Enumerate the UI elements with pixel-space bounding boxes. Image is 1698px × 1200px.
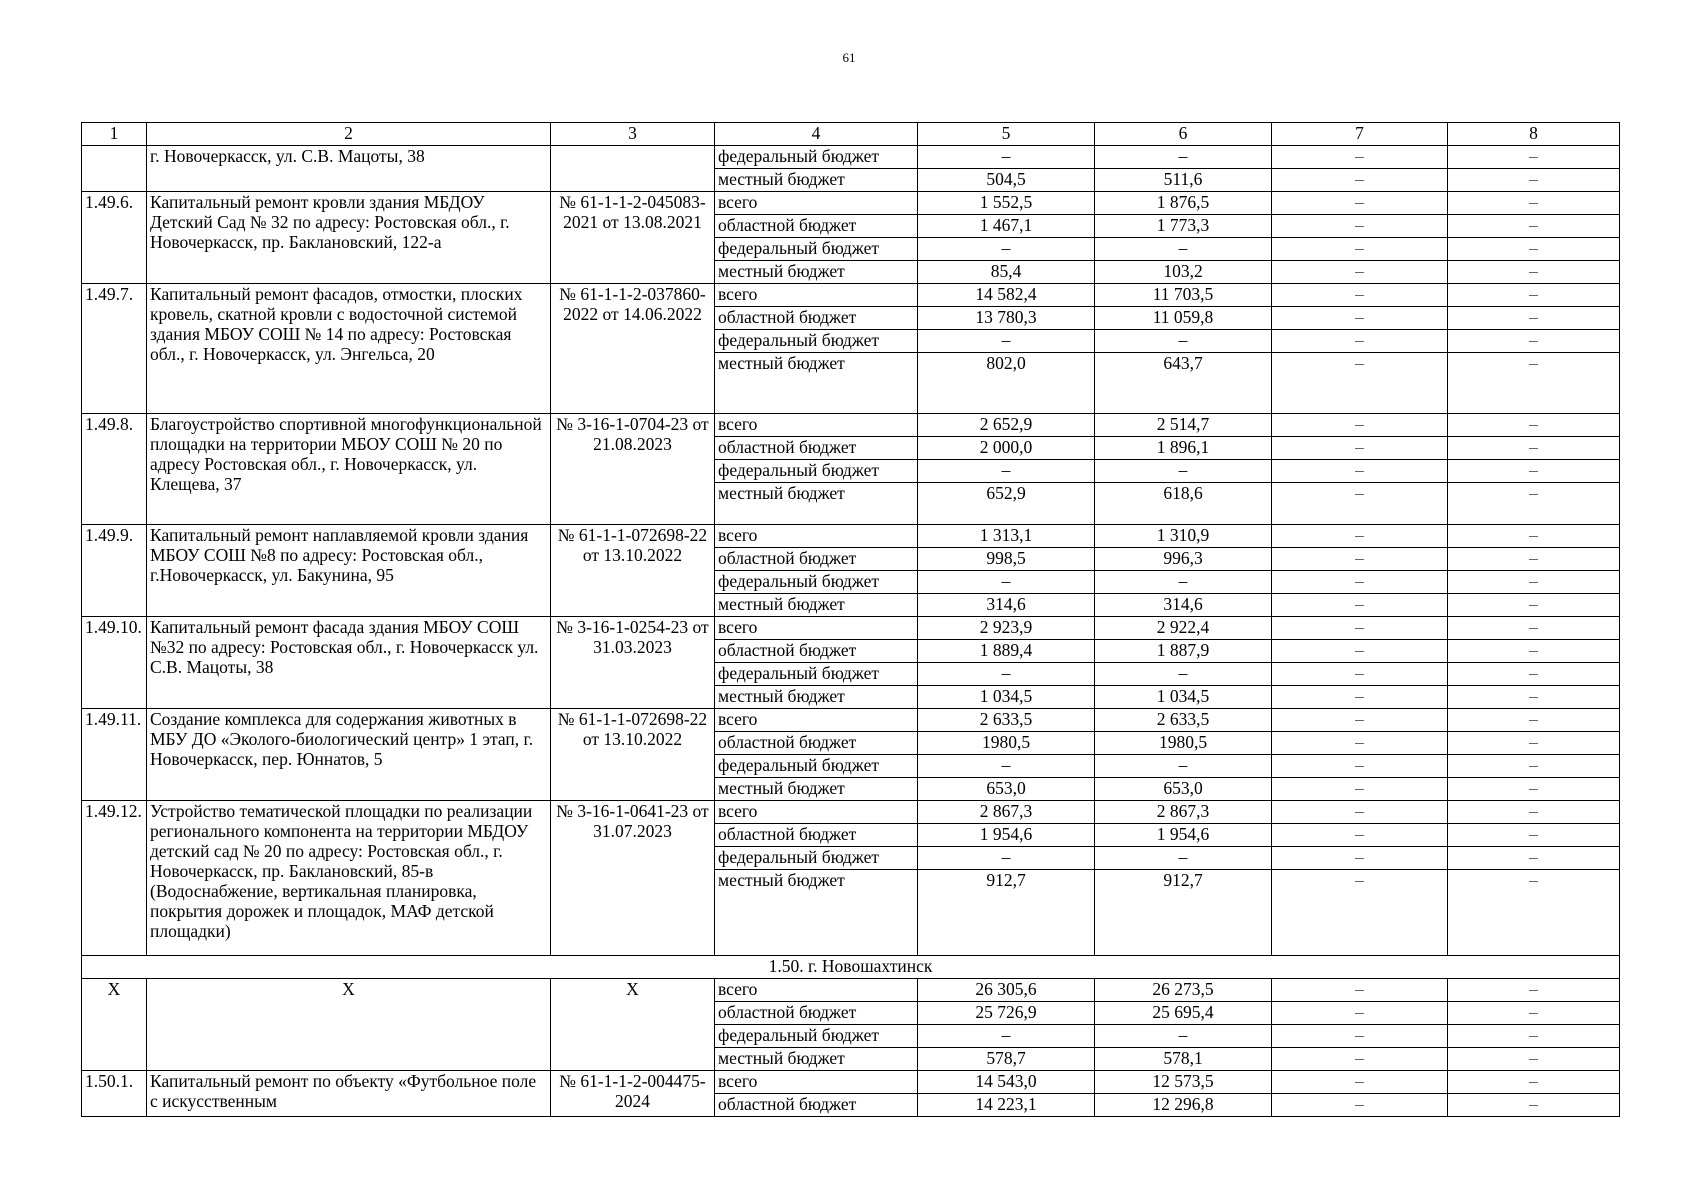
item-name: Капитальный ремонт наплавляемой кровли здания МБОУ СОШ №8 по адресу: Ростовская обл., г.Новочеркасск, ул. Бакунина, 95 xyxy=(147,525,551,617)
value-col8: – xyxy=(1448,1094,1620,1117)
value-col8: – xyxy=(1448,307,1620,330)
value-col6: – xyxy=(1095,146,1272,169)
value-col7: – xyxy=(1272,1025,1448,1048)
item-number: 1.49.7. xyxy=(82,284,147,414)
value-col6: 2 514,7 xyxy=(1095,414,1272,437)
value-col8: – xyxy=(1448,525,1620,548)
value-col5: 2 923,9 xyxy=(918,617,1095,640)
value-col6: 1 887,9 xyxy=(1095,640,1272,663)
fund-source: федеральный бюджет xyxy=(715,238,918,261)
fund-source: всего xyxy=(715,617,918,640)
item-number: 1.49.8. xyxy=(82,414,147,525)
value-col5: 1 467,1 xyxy=(918,215,1095,238)
item-document: № 3-16-1-0704-23 от 21.08.2023 xyxy=(551,414,715,525)
value-col8: – xyxy=(1448,979,1620,1002)
column-header: 8 xyxy=(1448,123,1620,146)
fund-source: федеральный бюджет xyxy=(715,755,918,778)
value-col7: – xyxy=(1272,755,1448,778)
column-header: 4 xyxy=(715,123,918,146)
value-col7: – xyxy=(1272,1071,1448,1094)
value-col8: – xyxy=(1448,709,1620,732)
value-col7: – xyxy=(1272,238,1448,261)
page-number: 61 xyxy=(842,50,856,65)
value-col8: – xyxy=(1448,732,1620,755)
item-document xyxy=(551,146,715,192)
value-col7: – xyxy=(1272,1048,1448,1071)
value-col5: 14 582,4 xyxy=(918,284,1095,307)
value-col5: – xyxy=(918,330,1095,353)
fund-source: федеральный бюджет xyxy=(715,663,918,686)
value-col5: – xyxy=(918,460,1095,483)
value-col7: – xyxy=(1272,686,1448,709)
value-col7: – xyxy=(1272,663,1448,686)
fund-source: областной бюджет xyxy=(715,1002,918,1025)
item-number: 1.49.10. xyxy=(82,617,147,709)
value-col5: – xyxy=(918,847,1095,870)
value-col8: – xyxy=(1448,594,1620,617)
fund-source: федеральный бюджет xyxy=(715,460,918,483)
value-col6: 1 773,3 xyxy=(1095,215,1272,238)
value-col7: – xyxy=(1272,548,1448,571)
fund-source: местный бюджет xyxy=(715,1048,918,1071)
value-col6: 1 034,5 xyxy=(1095,686,1272,709)
item-document: Х xyxy=(551,979,715,1071)
table-row xyxy=(82,617,1620,640)
value-col6: 1 896,1 xyxy=(1095,437,1272,460)
value-col8: – xyxy=(1448,330,1620,353)
value-col7: – xyxy=(1272,870,1448,956)
value-col6: – xyxy=(1095,330,1272,353)
value-col6: 643,7 xyxy=(1095,353,1272,414)
value-col8: – xyxy=(1448,548,1620,571)
value-col6: – xyxy=(1095,663,1272,686)
fund-source: областной бюджет xyxy=(715,215,918,238)
item-name: Х xyxy=(147,979,551,1071)
value-col6: 12 296,8 xyxy=(1095,1094,1272,1117)
value-col8: – xyxy=(1448,483,1620,525)
value-col7: – xyxy=(1272,261,1448,284)
fund-source: федеральный бюджет xyxy=(715,330,918,353)
fund-source: всего xyxy=(715,979,918,1002)
value-col5: 85,4 xyxy=(918,261,1095,284)
value-col5: 652,9 xyxy=(918,483,1095,525)
fund-source: всего xyxy=(715,284,918,307)
value-col6: 2 922,4 xyxy=(1095,617,1272,640)
item-name: Капитальный ремонт фасадов, отмостки, плоских кровель, скатной кровли с водосточной системой здания МБОУ СОШ № 14 по адресу: Ростовская обл., г. Новочеркасск, ул. Энгельса, 20 xyxy=(147,284,551,414)
value-col5: 504,5 xyxy=(918,169,1095,192)
value-col5: 2 000,0 xyxy=(918,437,1095,460)
value-col7: – xyxy=(1272,284,1448,307)
value-col5: 25 726,9 xyxy=(918,1002,1095,1025)
value-col5: 1 034,5 xyxy=(918,686,1095,709)
value-col5: 1 552,5 xyxy=(918,192,1095,215)
value-col5: – xyxy=(918,1025,1095,1048)
value-col8: – xyxy=(1448,437,1620,460)
item-document: № 3-16-1-0641-23 от 31.07.2023 xyxy=(551,801,715,956)
value-col5: 2 652,9 xyxy=(918,414,1095,437)
value-col7: – xyxy=(1272,1002,1448,1025)
column-header: 6 xyxy=(1095,123,1272,146)
item-number: Х xyxy=(82,979,147,1071)
value-col5: 26 305,6 xyxy=(918,979,1095,1002)
item-document: № 61-1-1-072698-22 от 13.10.2022 xyxy=(551,709,715,801)
column-header: 3 xyxy=(551,123,715,146)
value-col5: 578,7 xyxy=(918,1048,1095,1071)
item-number: 1.49.9. xyxy=(82,525,147,617)
item-number: 1.49.12. xyxy=(82,801,147,956)
value-col8: – xyxy=(1448,847,1620,870)
value-col6: 578,1 xyxy=(1095,1048,1272,1071)
fund-source: областной бюджет xyxy=(715,640,918,663)
value-col7: – xyxy=(1272,483,1448,525)
value-col6: 11 703,5 xyxy=(1095,284,1272,307)
value-col8: – xyxy=(1448,617,1620,640)
value-col8: – xyxy=(1448,1048,1620,1071)
value-col8: – xyxy=(1448,192,1620,215)
value-col6: 618,6 xyxy=(1095,483,1272,525)
value-col6: – xyxy=(1095,847,1272,870)
section-title: 1.50. г. Новошахтинск xyxy=(82,956,1620,979)
value-col8: – xyxy=(1448,571,1620,594)
value-col6: 11 059,8 xyxy=(1095,307,1272,330)
value-col5: 13 780,3 xyxy=(918,307,1095,330)
table-row xyxy=(82,284,1620,307)
value-col5: 1980,5 xyxy=(918,732,1095,755)
value-col5: 1 889,4 xyxy=(918,640,1095,663)
value-col8: – xyxy=(1448,460,1620,483)
item-document: № 61-1-1-072698-22 от 13.10.2022 xyxy=(551,525,715,617)
value-col7: – xyxy=(1272,617,1448,640)
value-col6: 511,6 xyxy=(1095,169,1272,192)
value-col6: 26 273,5 xyxy=(1095,979,1272,1002)
column-header: 2 xyxy=(147,123,551,146)
column-header: 5 xyxy=(918,123,1095,146)
value-col5: 314,6 xyxy=(918,594,1095,617)
value-col8: – xyxy=(1448,238,1620,261)
value-col7: – xyxy=(1272,146,1448,169)
value-col6: – xyxy=(1095,238,1272,261)
item-name: Устройство тематической площадки по реализации регионального компонента на территории МБДОУ детский сад № 20 по адресу: Ростовская обл., г. Новочеркасск, пр. Баклановский, 85-в (Водоснабжение, вертикальная планировка, покрытия дорожек и площадок, МАФ детской площадки) xyxy=(147,801,551,956)
column-header: 7 xyxy=(1272,123,1448,146)
fund-source: областной бюджет xyxy=(715,732,918,755)
column-header: 1 xyxy=(82,123,147,146)
value-col7: – xyxy=(1272,640,1448,663)
value-col6: 1 310,9 xyxy=(1095,525,1272,548)
value-col7: – xyxy=(1272,594,1448,617)
value-col7: – xyxy=(1272,824,1448,847)
value-col5: 998,5 xyxy=(918,548,1095,571)
value-col8: – xyxy=(1448,778,1620,801)
value-col6: – xyxy=(1095,571,1272,594)
value-col8: – xyxy=(1448,824,1620,847)
column-header-row xyxy=(82,123,1620,146)
fund-source: местный бюджет xyxy=(715,261,918,284)
value-col7: – xyxy=(1272,525,1448,548)
value-col7: – xyxy=(1272,215,1448,238)
fund-source: местный бюджет xyxy=(715,594,918,617)
value-col7: – xyxy=(1272,778,1448,801)
table-row xyxy=(82,1071,1620,1094)
value-col6: 1980,5 xyxy=(1095,732,1272,755)
item-number: 1.50.1. xyxy=(82,1071,147,1117)
item-number xyxy=(82,146,147,192)
item-document: № 61-1-1-2-037860-2022 от 14.06.2022 xyxy=(551,284,715,414)
value-col5: 2 633,5 xyxy=(918,709,1095,732)
item-name: Благоустройство спортивной многофункциональной площадки на территории МБОУ СОШ № 20 по адресу Ростовская обл., г. Новочеркасск, ул. Клещева, 37 xyxy=(147,414,551,525)
fund-source: местный бюджет xyxy=(715,483,918,525)
fund-source: областной бюджет xyxy=(715,307,918,330)
value-col6: 12 573,5 xyxy=(1095,1071,1272,1094)
fund-source: местный бюджет xyxy=(715,870,918,956)
table-row xyxy=(82,801,1620,824)
value-col5: – xyxy=(918,663,1095,686)
value-col7: – xyxy=(1272,192,1448,215)
value-col7: – xyxy=(1272,1094,1448,1117)
value-col7: – xyxy=(1272,169,1448,192)
fund-source: всего xyxy=(715,414,918,437)
value-col6: 1 876,5 xyxy=(1095,192,1272,215)
value-col8: – xyxy=(1448,284,1620,307)
value-col5: – xyxy=(918,571,1095,594)
value-col7: – xyxy=(1272,732,1448,755)
value-col7: – xyxy=(1272,414,1448,437)
value-col8: – xyxy=(1448,1071,1620,1094)
value-col5: 912,7 xyxy=(918,870,1095,956)
item-name: Капитальный ремонт фасада здания МБОУ СОШ №32 по адресу: Ростовская обл., г. Новочеркасск ул. С.В. Мацоты, 38 xyxy=(147,617,551,709)
value-col7: – xyxy=(1272,979,1448,1002)
fund-source: всего xyxy=(715,525,918,548)
fund-source: федеральный бюджет xyxy=(715,146,918,169)
fund-source: всего xyxy=(715,1071,918,1094)
value-col7: – xyxy=(1272,437,1448,460)
item-number: 1.49.6. xyxy=(82,192,147,284)
fund-source: областной бюджет xyxy=(715,824,918,847)
value-col5: – xyxy=(918,146,1095,169)
value-col5: – xyxy=(918,755,1095,778)
fund-source: всего xyxy=(715,801,918,824)
value-col5: 802,0 xyxy=(918,353,1095,414)
table-row xyxy=(82,525,1620,548)
value-col7: – xyxy=(1272,709,1448,732)
value-col6: – xyxy=(1095,1025,1272,1048)
value-col6: 653,0 xyxy=(1095,778,1272,801)
table-row xyxy=(82,979,1620,1002)
table-row xyxy=(82,709,1620,732)
value-col8: – xyxy=(1448,870,1620,956)
fund-source: местный бюджет xyxy=(715,686,918,709)
value-col8: – xyxy=(1448,169,1620,192)
value-col5: 1 954,6 xyxy=(918,824,1095,847)
table-row xyxy=(82,146,1620,169)
section-row xyxy=(82,956,1620,979)
table-row xyxy=(82,414,1620,437)
value-col5: 1 313,1 xyxy=(918,525,1095,548)
value-col6: 314,6 xyxy=(1095,594,1272,617)
value-col7: – xyxy=(1272,330,1448,353)
table-body xyxy=(82,123,1620,1117)
item-number: 1.49.11. xyxy=(82,709,147,801)
fund-source: местный бюджет xyxy=(715,353,918,414)
value-col6: 912,7 xyxy=(1095,870,1272,956)
value-col5: 653,0 xyxy=(918,778,1095,801)
item-document: № 3-16-1-0254-23 от 31.03.2023 xyxy=(551,617,715,709)
value-col8: – xyxy=(1448,686,1620,709)
budget-table xyxy=(81,122,1620,1117)
item-name: Капитальный ремонт кровли здания МБДОУ Детский Сад № 32 по адресу: Ростовская обл., г. Новочеркасск, пр. Баклановский, 122-а xyxy=(147,192,551,284)
fund-source: местный бюджет xyxy=(715,778,918,801)
value-col8: – xyxy=(1448,414,1620,437)
value-col8: – xyxy=(1448,353,1620,414)
fund-source: областной бюджет xyxy=(715,548,918,571)
item-name: г. Новочеркасск, ул. С.В. Мацоты, 38 xyxy=(147,146,551,192)
value-col8: – xyxy=(1448,663,1620,686)
item-name: Капитальный ремонт по объекту «Футбольное поле с искусственным xyxy=(147,1071,551,1117)
fund-source: областной бюджет xyxy=(715,1094,918,1117)
value-col6: 1 954,6 xyxy=(1095,824,1272,847)
value-col8: – xyxy=(1448,640,1620,663)
value-col7: – xyxy=(1272,307,1448,330)
value-col6: 2 867,3 xyxy=(1095,801,1272,824)
value-col7: – xyxy=(1272,353,1448,414)
value-col8: – xyxy=(1448,801,1620,824)
value-col8: – xyxy=(1448,146,1620,169)
value-col8: – xyxy=(1448,1002,1620,1025)
value-col5: 14 223,1 xyxy=(918,1094,1095,1117)
value-col7: – xyxy=(1272,847,1448,870)
fund-source: областной бюджет xyxy=(715,437,918,460)
value-col6: 103,2 xyxy=(1095,261,1272,284)
fund-source: всего xyxy=(715,709,918,732)
fund-source: всего xyxy=(715,192,918,215)
value-col6: – xyxy=(1095,755,1272,778)
value-col5: 14 543,0 xyxy=(918,1071,1095,1094)
value-col6: 996,3 xyxy=(1095,548,1272,571)
value-col6: 2 633,5 xyxy=(1095,709,1272,732)
value-col6: – xyxy=(1095,460,1272,483)
value-col5: 2 867,3 xyxy=(918,801,1095,824)
value-col7: – xyxy=(1272,801,1448,824)
fund-source: федеральный бюджет xyxy=(715,847,918,870)
fund-source: федеральный бюджет xyxy=(715,1025,918,1048)
value-col8: – xyxy=(1448,215,1620,238)
value-col7: – xyxy=(1272,460,1448,483)
fund-source: местный бюджет xyxy=(715,169,918,192)
value-col8: – xyxy=(1448,1025,1620,1048)
value-col7: – xyxy=(1272,571,1448,594)
item-document: № 61-1-1-2-004475-2024 xyxy=(551,1071,715,1117)
value-col5: – xyxy=(918,238,1095,261)
item-name: Создание комплекса для содержания животных в МБУ ДО «Эколого-биологический центр» 1 этап, г. Новочеркасск, пер. Юннатов, 5 xyxy=(147,709,551,801)
value-col8: – xyxy=(1448,755,1620,778)
table-row xyxy=(82,192,1620,215)
fund-source: федеральный бюджет xyxy=(715,571,918,594)
value-col8: – xyxy=(1448,261,1620,284)
value-col6: 25 695,4 xyxy=(1095,1002,1272,1025)
item-document: № 61-1-1-2-045083-2021 от 13.08.2021 xyxy=(551,192,715,284)
